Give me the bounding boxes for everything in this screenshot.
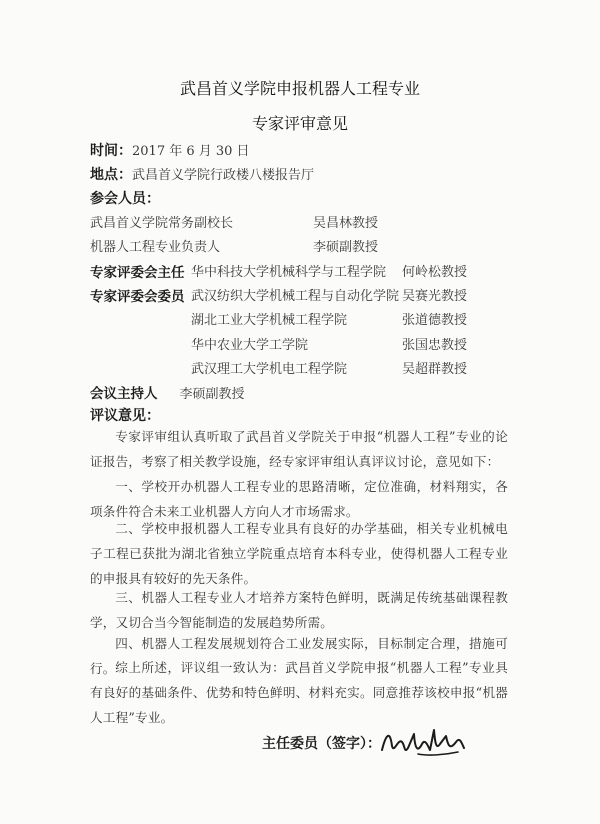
opinion-label: 评议意见： xyxy=(90,408,160,424)
attendee-name: 吴昌林教授 xyxy=(313,216,379,231)
place-row xyxy=(90,164,314,184)
member-org: 湖北工业大学机械工程学院 xyxy=(191,313,348,328)
host-row xyxy=(90,382,245,402)
time-row xyxy=(90,140,250,160)
place-value: 武昌首义学院行政楼八楼报告厅 xyxy=(132,168,315,183)
attendees-label: 参会人员： xyxy=(90,191,160,207)
chair-name: 何岭松教授 xyxy=(402,265,468,280)
member-name: 吴超群教授 xyxy=(402,362,468,377)
host-name: 李硕副教授 xyxy=(179,387,245,402)
member-name: 吴赛光教授 xyxy=(402,289,468,304)
opinion-paragraph: 二、学校申报机器人工程专业具有良好的办学基础，相关专业机械电子工程已获批为湖北省独立学院重点培育本科专业，使得机器人工程专业的申报具有较好的先天条件。 xyxy=(90,521,508,586)
signature-label: 主任委员（签字）： xyxy=(262,736,381,752)
member-name: 张道德教授 xyxy=(402,313,468,328)
handwritten-signature xyxy=(378,720,468,762)
chair-org: 华中科技大学机械科学与工程学院 xyxy=(191,265,387,280)
opinion-paragraph: 四、机器人工程发展规划符合工业发展实际，目标制定合理，措施可行。 xyxy=(90,636,508,676)
opinion-paragraph: 综上所述，评议组一致认为：武昌首义学院申报“机器人工程”专业具有良好的基础条件、优势和特色鲜明、材料充实。同意推荐该校申报“机器人工程”专业。 xyxy=(90,660,508,725)
place-label: 地点： xyxy=(90,167,132,183)
members-label: 专家评委会委员 xyxy=(90,289,185,305)
member-org: 武汉纺织大学机械工程与自动化学院 xyxy=(191,289,400,304)
attendee-org: 武昌首义学院常务副校长 xyxy=(90,216,234,231)
document-subtitle: 专家评审意见 xyxy=(251,114,348,133)
host-label: 会议主持人 xyxy=(90,386,158,402)
time-value: 2017 年 6 月 30 日 xyxy=(132,144,250,159)
member-org: 华中农业大学工学院 xyxy=(191,338,309,353)
time-label: 时间： xyxy=(90,143,132,159)
member-org: 武汉理工大学机电工程学院 xyxy=(191,362,348,377)
opinion-paragraph: 一、学校开办机器人工程专业的思路清晰，定位准确，材料翔实，各项条件符合未来工业机器人方向人才市场需求。 xyxy=(90,479,508,519)
attendee-name: 李硕副教授 xyxy=(313,240,379,255)
document-title: 武昌首义学院申报机器人工程专业 xyxy=(179,79,420,98)
attendee-org: 机器人工程专业负责人 xyxy=(90,240,221,255)
member-name: 张国忠教授 xyxy=(402,338,468,353)
chair-label: 专家评委会主任 xyxy=(90,265,185,281)
opinion-paragraph: 三、机器人工程专业人才培养方案特色鲜明，既满足传统基础课程教学，又切合当今智能制造的发展趋势所需。 xyxy=(90,590,508,630)
opinion-paragraph: 专家评审组认真听取了武昌首义学院关于申报“机器人工程”专业的论证报告，考察了相关教学设施，经专家评审组认真评议讨论，意见如下： xyxy=(90,429,508,469)
